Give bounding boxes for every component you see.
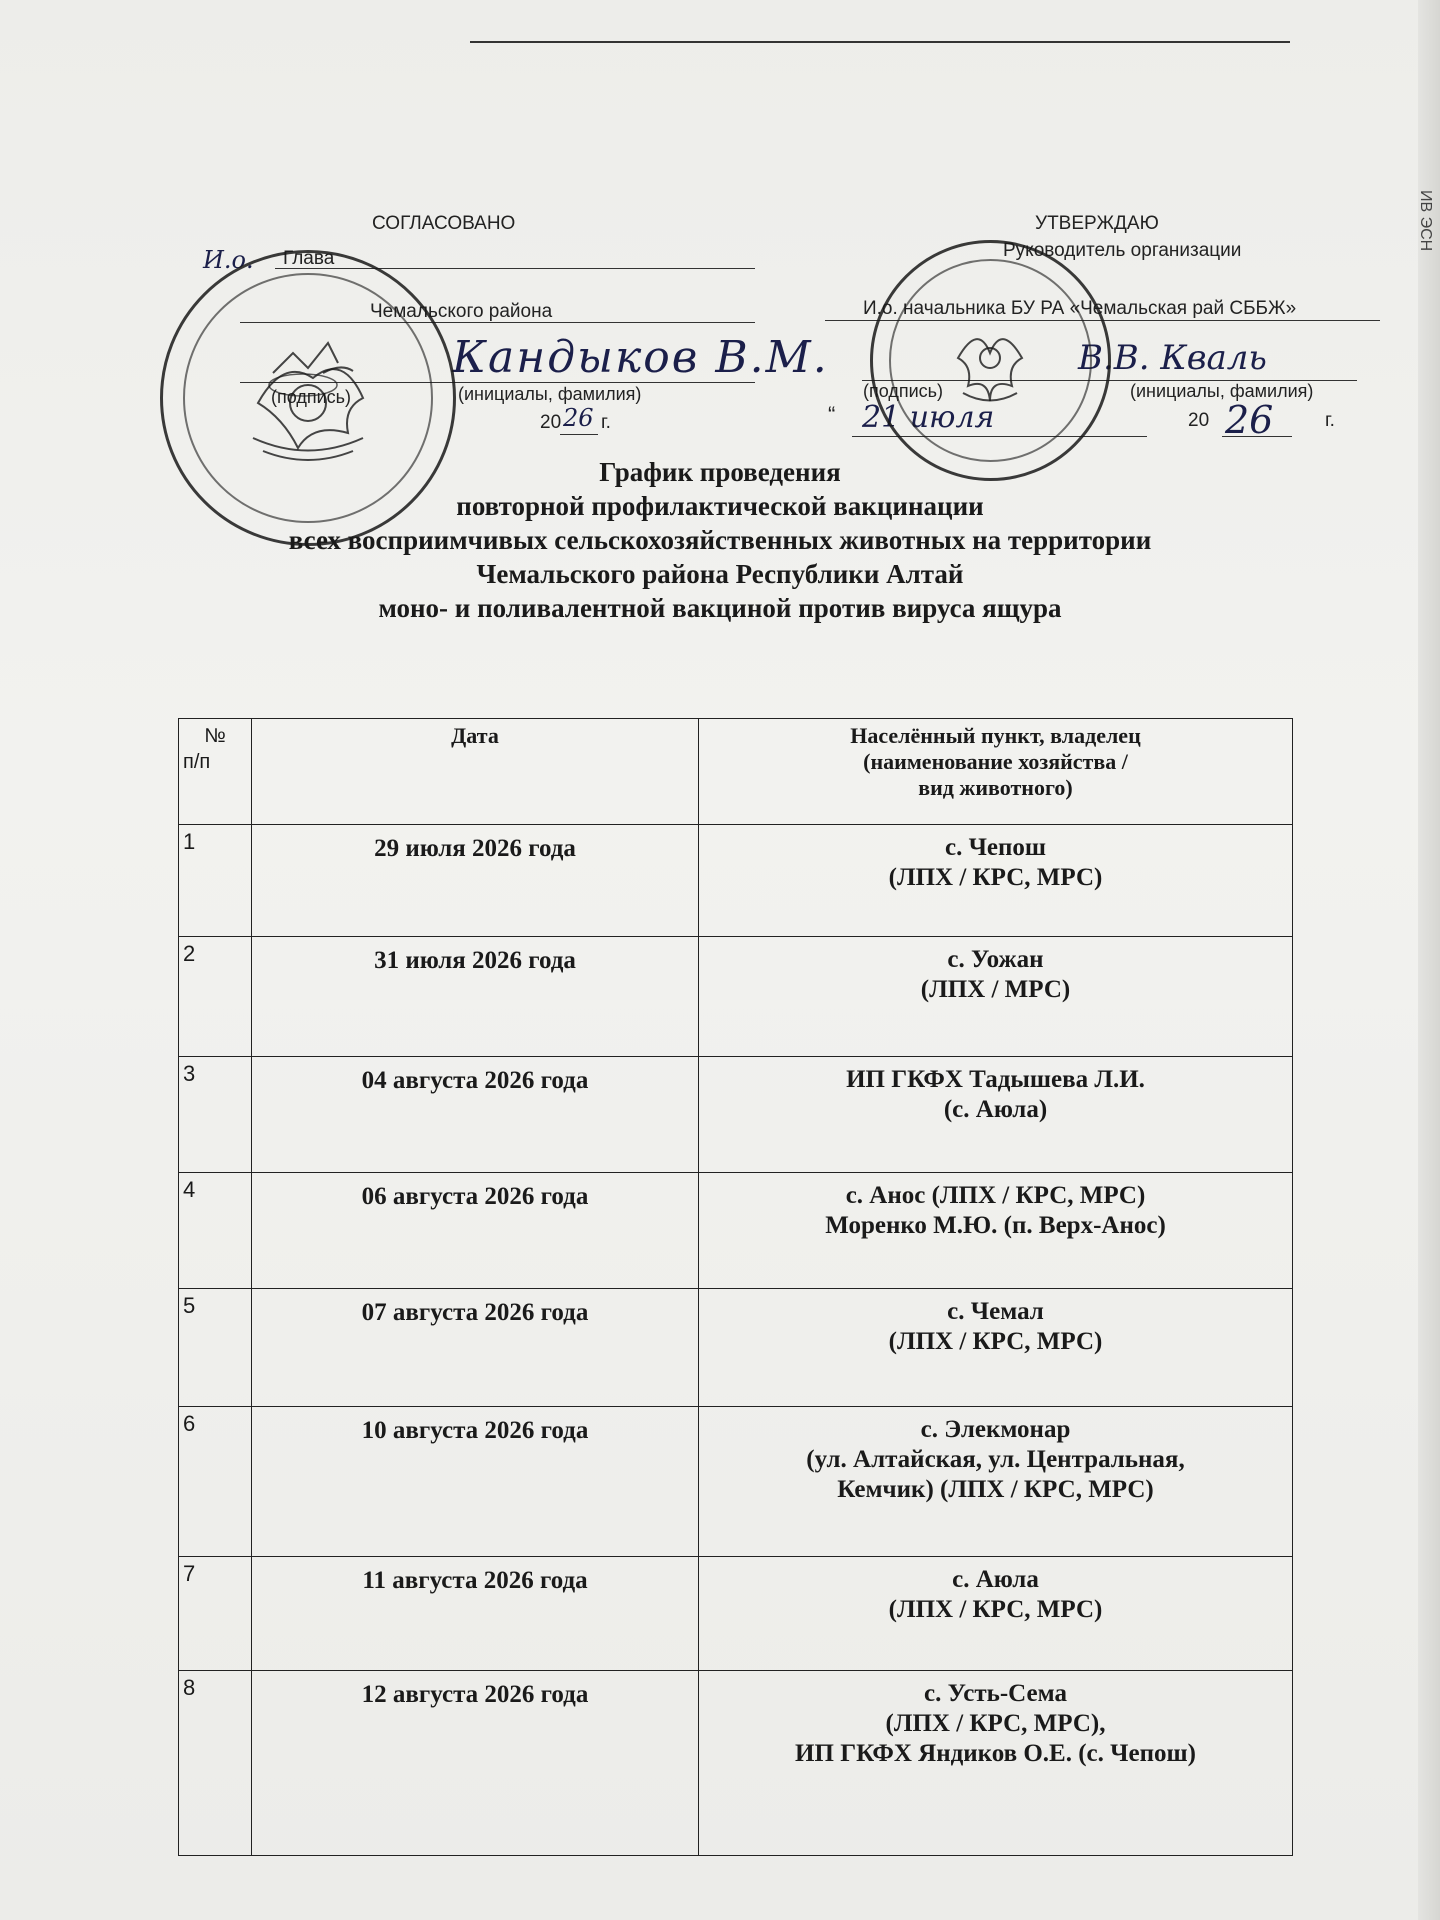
table-row [179,1173,1293,1289]
row-number: 7 [179,1557,252,1671]
row-date: 06 августа 2026 года [252,1173,699,1289]
table-row [179,825,1293,937]
header-place-line-2: (наименование хозяйства / [863,749,1128,774]
row-place [699,1671,1293,1856]
table-row [179,1671,1293,1856]
approval-left-caption-name: (инициалы, фамилия) [458,384,642,404]
place-line: ИП ГКФХ Яндиков О.Е. (с. Чепош) [795,1740,1196,1767]
header-date: Дата [252,719,699,825]
approval-left-position-1: Глава [283,248,335,269]
approval-right-date-open-quote: “ [828,402,836,427]
title-line-3: всех восприимчивых сельскохозяйственных животных на территории [288,525,1152,555]
row-place [699,1289,1293,1407]
approval-left-signature-handwritten: Кандыков В.М. [452,332,829,383]
row-date: 07 августа 2026 года [252,1289,699,1407]
document-title [150,455,1290,625]
adjacent-page-text: ИВ ЭСН [1417,190,1434,252]
row-date: 31 июля 2026 года [252,937,699,1057]
approval-right-date-prefix: 20 [1188,410,1210,431]
table-header-row [179,719,1293,825]
table-row [179,1289,1293,1407]
schedule-table [178,718,1293,1856]
row-place [699,825,1293,937]
place-line: (ул. Алтайская, ул. Центральная, [806,1446,1185,1473]
place-line: (ЛПХ / МРС) [920,976,1071,1003]
row-date: 12 августа 2026 года [252,1671,699,1856]
header-number [179,719,252,825]
table-row [179,937,1293,1057]
place-line: (ЛПХ / КРС, МРС), [885,1710,1106,1737]
approval-right-position-2: И.о. начальника БУ РА «Чемальская рай СББЖ» [863,298,1297,319]
table-row [179,1057,1293,1173]
header-number-line-2: п/п [183,751,211,773]
approval-left-position-2: Чемальского района [370,301,553,322]
header-number-line-1: № [204,725,226,747]
place-line: с. Чепош [944,834,1047,861]
row-place [699,937,1293,1057]
row-number: 1 [179,825,252,937]
row-number: 5 [179,1289,252,1407]
table-row [179,1407,1293,1557]
row-number: 8 [179,1671,252,1856]
row-date: 11 августа 2026 года [252,1557,699,1671]
seal-emblem-icon [873,243,1108,478]
approval-right-caption-name: (инициалы, фамилия) [1130,381,1314,401]
place-line: (ЛПХ / КРС, МРС) [888,864,1103,891]
place-line: с. Чемал [947,1298,1044,1325]
row-number: 3 [179,1057,252,1173]
place-line: с. Уожан [947,946,1044,973]
approval-left-date-prefix: 20 [540,412,562,433]
row-number: 4 [179,1173,252,1289]
place-line: Кемчик) (ЛПХ / КРС, МРС) [837,1476,1154,1503]
header-place-line-1: Населённый пункт, владелец [850,723,1141,748]
place-line: с. Аюла [952,1566,1039,1593]
row-number: 2 [179,937,252,1057]
title-line-5: моно- и поливалентной вакциной против вируса ящура [378,593,1062,623]
row-date: 29 июля 2026 года [252,825,699,937]
approval-left-heading: СОГЛАСОВАНО [372,213,516,234]
approval-left-date-year: 26 [563,404,594,432]
title-line-4: Чемальского района Республики Алтай [476,559,964,589]
place-line: (ЛПХ / КРС, МРС) [888,1328,1103,1355]
header-place-line-3: вид животного) [918,775,1073,800]
row-date: 10 августа 2026 года [252,1407,699,1557]
header-place [699,719,1293,825]
place-line: с. Элекмонар [920,1416,1071,1443]
approval-right-position-1: Руководитель организации [1003,240,1242,261]
row-place [699,1557,1293,1671]
approval-right-signature-handwritten: В.В. Кваль [1078,338,1267,378]
approval-left-date-suffix: г. [601,412,611,433]
approval-right-date-suffix: г. [1325,410,1335,431]
place-line: (с. Аюла) [943,1096,1048,1123]
approval-right-caption-signature: (подпись) [863,381,944,401]
top-divider [470,41,1290,43]
title-line-2: повторной профилактической вакцинации [456,491,984,521]
approval-left-date-underline [560,434,598,435]
adjacent-page-edge [1418,0,1440,1920]
row-place [699,1173,1293,1289]
approval-right-date-year: 26 [1225,398,1274,442]
approval-right-date-handwritten: 21 июля [862,400,995,435]
place-line: с. Анос (ЛПХ / КРС, МРС) [845,1182,1146,1209]
row-number: 6 [179,1407,252,1557]
row-place [699,1057,1293,1173]
official-seal-right [870,240,1111,481]
title-line-1: График проведения [599,457,841,487]
place-line: с. Усть-Сема [924,1680,1067,1707]
place-line: Моренко М.Ю. (п. Верх-Анос) [825,1212,1166,1239]
handwritten-prefix: И.о. [203,246,254,274]
place-line: (ЛПХ / КРС, МРС) [888,1596,1103,1623]
row-place [699,1407,1293,1557]
approval-right-year-underline [1222,436,1292,437]
approval-right-heading: УТВЕРЖДАЮ [1035,213,1159,234]
row-date: 04 августа 2026 года [252,1057,699,1173]
place-line: ИП ГКФХ Тадышева Л.И. [846,1066,1145,1093]
table-row [179,1557,1293,1671]
approval-left-caption-signature: (подпись) [271,387,352,407]
